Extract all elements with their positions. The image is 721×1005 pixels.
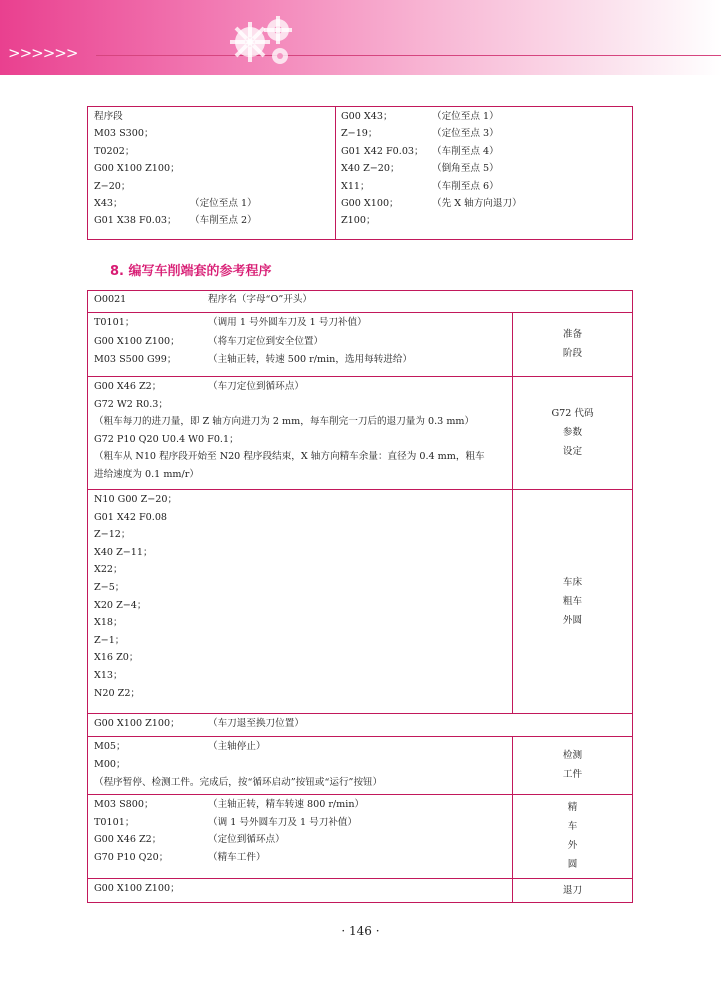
stage-label: 车 <box>567 821 578 832</box>
header-rule <box>96 55 721 56</box>
stage-label: 外 <box>567 840 578 851</box>
code-line: G72 P10 Q20 U0.4 W0 F0.1； <box>94 433 239 445</box>
code-line: （程序暂停、检测工件。完成后，按“循环启动”按钮或“运行”按钮） <box>94 777 383 788</box>
code-line: G00 X43； <box>341 111 393 122</box>
code-line: Z−19； <box>341 128 378 140</box>
code-comment: （车刀定位到循环点） <box>208 381 304 392</box>
code-line: X16 Z0； <box>94 652 139 664</box>
code-line: Z100； <box>341 215 376 227</box>
stage-label: 外圆 <box>562 614 583 626</box>
code-line: X20 Z−4； <box>94 599 147 611</box>
code-line: M03 S800； <box>94 799 154 810</box>
page-number: · 146 · <box>341 924 380 938</box>
stage-label: 设定 <box>562 446 583 457</box>
code-comment: （主轴停止） <box>208 741 266 752</box>
gears-icon <box>228 10 300 72</box>
code-comment: （调 1 号外圆车刀及 1 号刀补值） <box>208 816 358 828</box>
stage-label: 准备 <box>562 329 583 340</box>
code-comment: （调用 1 号外圆车刀及 1 号刀补值） <box>208 317 367 328</box>
code-line: G00 X100； <box>341 198 399 209</box>
row-divider <box>87 312 633 313</box>
code-line: M00； <box>94 759 126 770</box>
stage-divider <box>512 312 513 376</box>
code-comment: （精车工件） <box>208 851 266 863</box>
code-line: G00 X100 Z100； <box>94 718 180 729</box>
stage-label: G72 代码 <box>551 408 594 419</box>
stage-label: 退刀 <box>562 884 583 896</box>
stage-label: 粗车 <box>562 595 583 607</box>
code-line: N10 G00 Z−20； <box>94 494 178 505</box>
code-line: M03 S500 G99； <box>94 354 177 365</box>
stage-divider <box>512 736 513 794</box>
code-comment: （将车刀定位到安全位置） <box>208 335 324 347</box>
code-line: G00 X46 Z2； <box>94 381 162 392</box>
code-comment: （定位至点 3） <box>432 128 499 140</box>
code-comment: （车刀退至换刀位置） <box>208 718 304 729</box>
code-comment: （定位至点 1） <box>190 198 257 209</box>
row-divider <box>87 713 633 714</box>
section-title: 8. 编写车削端套的参考程序 <box>110 264 272 279</box>
code-line: X22； <box>94 564 123 576</box>
code-line: T0101； <box>94 317 135 328</box>
code-comment: （车削至点 6） <box>432 180 499 192</box>
code-line: X40 Z−11； <box>94 546 153 558</box>
stage-label: 检测 <box>562 750 583 761</box>
header-arrows: >>>>>> <box>8 44 78 62</box>
code-comment: （车削至点 2） <box>190 215 257 227</box>
program-name-note: 程序名（字母“O”开头） <box>208 294 313 305</box>
code-line: G01 X38 F0.03； <box>94 215 177 227</box>
code-comment: （定位到循环点） <box>208 834 285 845</box>
row-divider <box>87 794 633 795</box>
row-divider <box>87 878 633 879</box>
code-line: T0202； <box>94 145 135 157</box>
code-line: Z−12； <box>94 529 131 541</box>
code-line: G72 W2 R0.3； <box>94 398 169 410</box>
stage-label: 工件 <box>562 769 583 780</box>
stage-label: 精 <box>567 802 578 813</box>
code-line: G70 P10 Q20； <box>94 851 169 863</box>
code-line: X40 Z−20； <box>341 163 400 175</box>
row-divider <box>87 376 633 377</box>
code-line: G01 X42 F0.03； <box>341 145 424 157</box>
stage-label: 参数 <box>562 427 583 438</box>
top-table-divider <box>335 106 336 240</box>
code-line: 进给速度为 0.1 mm/r） <box>94 468 199 480</box>
code-line: M05； <box>94 741 126 752</box>
stage-divider <box>512 489 513 713</box>
stage-divider <box>512 376 513 489</box>
code-line: （粗车每刀的进刀量，即 Z 轴方向进刀为 2 mm，每车削完一刀后的退刀量为 0.3 mm） <box>94 416 475 427</box>
code-line: X18； <box>94 617 123 629</box>
code-line: 程序段 <box>94 111 123 122</box>
code-line: Z−1； <box>94 634 125 646</box>
code-line: G00 X100 Z100； <box>94 883 180 894</box>
code-line: T0101； <box>94 816 135 828</box>
code-line: M03 S300； <box>94 128 154 140</box>
program-name-code: O0021 <box>94 294 127 305</box>
stage-label: 圆 <box>567 859 578 870</box>
code-line: G00 X46 Z2； <box>94 834 162 845</box>
code-line: X43； <box>94 198 123 209</box>
stage-label: 车床 <box>562 576 583 588</box>
code-line: （粗车从 N10 程序段开始至 N20 程序段结束，X 轴方向精车余量：直径为 0.4 mm，粗车 <box>94 451 485 462</box>
code-comment: （先 X 轴方向退刀） <box>432 198 522 209</box>
stage-label: 阶段 <box>562 348 583 359</box>
row-divider <box>87 736 633 737</box>
code-line: G01 X42 F0.08 <box>94 511 168 523</box>
code-comment: （车削至点 4） <box>432 145 499 157</box>
row-divider <box>87 489 633 490</box>
code-line: N20 Z2； <box>94 687 141 699</box>
header-banner <box>0 0 721 75</box>
code-line: Z−5； <box>94 582 125 593</box>
code-line: G00 X100 Z100； <box>94 335 180 347</box>
code-comment: （主轴正转，转速 500 r/min，选用每转进给） <box>208 354 413 365</box>
code-comment: （定位至点 1） <box>432 111 499 122</box>
stage-divider <box>512 794 513 878</box>
code-line: X11； <box>341 180 370 192</box>
code-line: Z−20； <box>94 180 131 192</box>
code-comment: （主轴正转，精车转速 800 r/min） <box>208 799 365 810</box>
code-comment: （倒角至点 5） <box>432 163 499 175</box>
code-line: X13； <box>94 670 123 681</box>
stage-divider <box>512 878 513 902</box>
code-line: G00 X100 Z100； <box>94 163 180 175</box>
